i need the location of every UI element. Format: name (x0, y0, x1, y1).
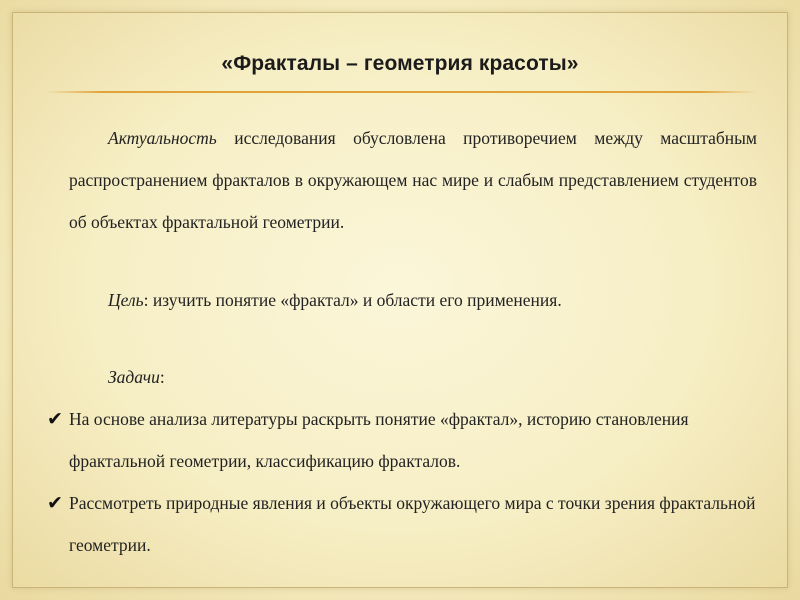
task-text: На основе анализа литературы раскрыть понятие «фрактал», историю становления фрактальной геометрии, классификацию фракталов. (69, 409, 689, 471)
slide-title: «Фракталы – геометрия красоты» (221, 52, 579, 75)
relevance-label: Актуальность (108, 128, 217, 148)
checkmark-icon: ✔ (47, 492, 63, 514)
tasks-label: Задачи (108, 367, 160, 387)
relevance-text: исследования обусловлена противоречием между масштабным распространением фракталов в окружающем нас мире и слабым представлением студентов об объектах фрактальной геометрии. (69, 128, 757, 232)
goal-text: : изучить понятие «фрактал» и области его применения. (143, 290, 562, 310)
task-text: Рассмотреть природные явления и объекты окружающего мира с точки зрения фрактальной геометрии. (69, 493, 756, 555)
checkmark-icon: ✔ (47, 408, 63, 430)
relevance-paragraph (69, 117, 757, 243)
list-item (47, 482, 762, 566)
goal-label: Цель (108, 290, 144, 310)
tasks-list (47, 398, 762, 566)
tasks-heading (69, 356, 796, 398)
title-divider (45, 91, 757, 93)
list-item (47, 398, 762, 482)
goal-paragraph (69, 279, 796, 321)
tasks-suffix: : (159, 367, 165, 387)
